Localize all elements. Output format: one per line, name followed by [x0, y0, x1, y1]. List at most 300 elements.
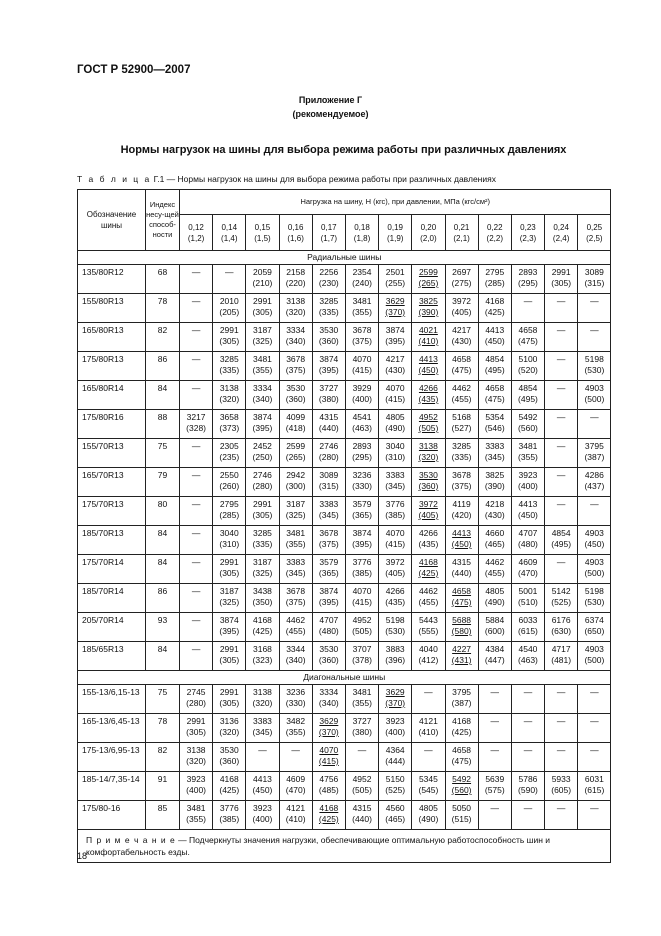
load-cell	[279, 526, 312, 555]
load-newton: —	[191, 383, 201, 393]
load-cell	[511, 685, 544, 714]
load-cell	[312, 294, 345, 323]
tire-name: 185-14/7,35-14	[78, 772, 146, 801]
load-table	[77, 189, 611, 863]
load-cell	[511, 555, 544, 584]
load-newton: 3383	[485, 441, 505, 451]
load-newton: 3795	[452, 687, 472, 697]
load-newton: 3874	[253, 412, 272, 422]
load-newton: —	[590, 296, 599, 306]
load-newton: 3658	[219, 412, 239, 422]
load-cell	[312, 743, 345, 772]
load-newton: 5688	[452, 615, 472, 625]
load-newton: 3530	[418, 470, 438, 480]
load-newton: —	[424, 687, 433, 697]
load-newton: 4756	[319, 774, 339, 784]
load-cell	[578, 352, 611, 381]
load-cell	[379, 294, 412, 323]
pressure-mpa: 0,18	[354, 222, 370, 232]
load-newton: 2305	[219, 441, 239, 451]
load-cell	[578, 584, 611, 613]
load-cell	[345, 294, 378, 323]
load-cell	[511, 526, 544, 555]
load-newton: 5198	[385, 615, 405, 625]
load-newton: —	[556, 441, 566, 451]
load-kgf: (295)	[518, 278, 538, 288]
load-cell	[545, 294, 578, 323]
tire-name: 155-13/6,15-13	[78, 685, 146, 714]
load-cell	[213, 468, 246, 497]
tire-name: 135/80R12	[78, 265, 146, 294]
load-kgf: (320)	[418, 452, 439, 462]
load-newton: 5142	[551, 586, 571, 596]
load-cell	[511, 323, 544, 352]
load-newton: 4413	[253, 774, 272, 784]
load-cell	[545, 352, 578, 381]
load-cell	[379, 323, 412, 352]
load-newton: 4903	[584, 528, 604, 538]
table-row	[78, 801, 611, 830]
load-cell	[412, 685, 445, 714]
load-cell	[478, 526, 511, 555]
load-kgf: (310)	[385, 452, 406, 462]
load-newton: —	[191, 267, 201, 277]
load-index: 75	[146, 439, 180, 468]
load-cell	[478, 772, 511, 801]
load-newton: 2942	[286, 470, 306, 480]
load-cell	[578, 439, 611, 468]
load-newton: 3629	[385, 687, 405, 697]
load-cell	[246, 265, 279, 294]
tire-name: 175/80R13	[78, 352, 146, 381]
load-cell	[545, 772, 578, 801]
load-cell	[545, 439, 578, 468]
load-kgf: (370)	[385, 698, 406, 708]
note	[78, 830, 611, 863]
load-newton: 3795	[584, 441, 604, 451]
load-cell	[345, 743, 378, 772]
load-cell	[246, 555, 279, 584]
load-kgf: (396)	[385, 655, 406, 665]
load-newton: —	[191, 499, 201, 509]
load-cell	[279, 468, 312, 497]
load-kgf: (335)	[318, 307, 339, 317]
tire-name: 185/70R14	[78, 584, 146, 613]
pressure-header	[578, 215, 611, 251]
load-cell	[246, 381, 279, 410]
load-newton: 3438	[253, 586, 272, 596]
load-cell	[511, 294, 544, 323]
col-load-header: Нагрузка на шину, Н (кгс), при давлении, МПа (кгс/см²)	[180, 190, 611, 215]
load-kgf: (345)	[285, 568, 306, 578]
load-newton: 3579	[352, 499, 372, 509]
load-newton: —	[191, 528, 201, 538]
load-cell	[379, 642, 412, 671]
load-newton: 4462	[452, 383, 472, 393]
note-row	[78, 830, 611, 863]
load-kgf: (450)	[252, 785, 273, 795]
load-kgf: (418)	[285, 423, 306, 433]
load-kgf: (350)	[252, 597, 273, 607]
load-kgf: (455)	[484, 568, 505, 578]
table-row	[78, 772, 611, 801]
load-kgf: (335)	[252, 539, 273, 549]
load-newton: 4384	[485, 644, 505, 654]
load-newton: 4805	[385, 412, 405, 422]
pressure-mpa: 0,19	[387, 222, 403, 232]
load-cell	[279, 323, 312, 352]
load-cell	[213, 265, 246, 294]
load-cell	[279, 642, 312, 671]
load-newton: 3383	[319, 499, 339, 509]
load-cell	[345, 526, 378, 555]
load-kgf: (335)	[451, 452, 472, 462]
load-newton: 3874	[385, 325, 405, 335]
load-kgf: (412)	[418, 655, 439, 665]
load-newton: —	[191, 470, 201, 480]
load-kgf: (435)	[418, 394, 439, 404]
load-newton: 3923	[253, 803, 272, 813]
load-cell	[478, 584, 511, 613]
load-cell	[180, 642, 213, 671]
load-newton: 5492	[452, 774, 472, 784]
pressure-mpa: 0,14	[221, 222, 238, 232]
load-newton: 3678	[319, 528, 339, 538]
load-cell	[379, 526, 412, 555]
load-kgf: (305)	[219, 698, 240, 708]
load-kgf: (465)	[385, 814, 406, 824]
load-newton: 3530	[319, 644, 339, 654]
load-kgf: (328)	[186, 423, 207, 433]
load-newton: 3923	[385, 716, 405, 726]
load-kgf: (440)	[318, 423, 339, 433]
load-cell	[345, 714, 378, 743]
load-kgf: (378)	[352, 655, 372, 665]
load-newton: 3776	[385, 499, 405, 509]
load-newton: 2991	[253, 499, 272, 509]
caption-text: Г.1 — Нормы нагрузок на шины для выбора режима работы при различных давлениях	[153, 174, 496, 184]
table-row	[78, 439, 611, 468]
load-newton: 3678	[352, 325, 372, 335]
load-kgf: (310)	[219, 539, 240, 549]
load-cell	[445, 685, 478, 714]
load-newton: 4217	[452, 325, 472, 335]
load-kgf: (345)	[318, 510, 339, 520]
load-kgf: (285)	[484, 278, 505, 288]
load-newton: 4717	[551, 644, 571, 654]
load-kgf: (430)	[484, 510, 505, 520]
load-newton: 3707	[352, 644, 372, 654]
load-cell	[213, 642, 246, 671]
load-cell	[379, 801, 412, 830]
pressure-kgf: (1,4)	[221, 233, 238, 243]
load-cell	[511, 381, 544, 410]
load-newton: 4609	[286, 774, 306, 784]
tire-name: 165/80R13	[78, 323, 146, 352]
load-kgf: (530)	[584, 365, 605, 375]
load-cell	[379, 685, 412, 714]
load-newton: 3285	[319, 296, 339, 306]
load-kgf: (210)	[252, 278, 273, 288]
load-index: 88	[146, 410, 180, 439]
load-cell	[379, 555, 412, 584]
load-cell	[379, 468, 412, 497]
load-cell	[312, 555, 345, 584]
load-cell	[478, 642, 511, 671]
pressure-mpa: 0,17	[321, 222, 337, 232]
load-cell	[345, 642, 378, 671]
load-kgf: (395)	[252, 423, 273, 433]
load-cell	[445, 642, 478, 671]
load-newton: 4227	[452, 644, 472, 654]
load-kgf: (323)	[252, 655, 273, 665]
load-newton: —	[590, 499, 599, 509]
load-kgf: (360)	[285, 394, 306, 404]
load-kgf: (330)	[285, 698, 306, 708]
load-newton: —	[191, 557, 201, 567]
note-text: — Подчеркнуты значения нагрузки, обеспечивающие оптимальную работоспособность шин и комфортабельность езды.	[86, 835, 550, 857]
load-cell	[279, 555, 312, 584]
load-newton: 3929	[352, 383, 372, 393]
load-newton: 4168	[418, 557, 438, 567]
load-newton: 4658	[452, 586, 472, 596]
load-cell	[279, 772, 312, 801]
load-cell	[445, 743, 478, 772]
pressure-header	[478, 215, 511, 251]
load-kgf: (340)	[285, 655, 306, 665]
load-kgf: (315)	[584, 278, 605, 288]
load-cell	[412, 497, 445, 526]
load-cell	[312, 714, 345, 743]
load-kgf: (387)	[584, 452, 605, 462]
load-kgf: (615)	[584, 785, 605, 795]
load-kgf: (530)	[385, 626, 406, 636]
load-cell	[379, 381, 412, 410]
load-kgf: (500)	[584, 568, 605, 578]
tire-name: 155/80R13	[78, 294, 146, 323]
load-kgf: (520)	[518, 365, 538, 375]
load-cell	[412, 642, 445, 671]
load-cell	[246, 352, 279, 381]
load-kgf: (435)	[385, 597, 406, 607]
load-index: 84	[146, 381, 180, 410]
load-newton: —	[590, 687, 599, 697]
pressure-header	[279, 215, 312, 251]
load-cell	[180, 410, 213, 439]
load-index: 84	[146, 555, 180, 584]
load-cell	[213, 685, 246, 714]
load-kgf: (600)	[484, 626, 505, 636]
load-newton: 3481	[253, 354, 272, 364]
load-cell	[279, 410, 312, 439]
load-cell	[345, 801, 378, 830]
load-newton: 5354	[485, 412, 505, 422]
pressure-kgf: (2,0)	[420, 233, 437, 243]
load-newton: 3678	[452, 470, 472, 480]
load-kgf: (325)	[285, 510, 306, 520]
load-cell	[213, 381, 246, 410]
load-cell	[180, 801, 213, 830]
load-cell	[412, 526, 445, 555]
load-cell	[545, 584, 578, 613]
page-number: 18	[77, 851, 88, 861]
load-newton: 3383	[385, 470, 405, 480]
load-newton: 3825	[485, 470, 505, 480]
load-cell	[279, 381, 312, 410]
load-kgf: (325)	[252, 568, 273, 578]
load-kgf: (355)	[352, 698, 372, 708]
load-kgf: (440)	[451, 568, 472, 578]
load-cell	[180, 526, 213, 555]
load-newton: —	[556, 412, 566, 422]
load-cell	[545, 410, 578, 439]
load-newton: 5884	[485, 615, 505, 625]
load-cell	[213, 743, 246, 772]
load-newton: 4707	[319, 615, 339, 625]
load-index: 78	[146, 714, 180, 743]
load-cell	[511, 265, 544, 294]
load-kgf: (265)	[285, 452, 306, 462]
load-cell	[478, 743, 511, 772]
load-kgf: (463)	[518, 655, 538, 665]
load-cell	[345, 555, 378, 584]
load-cell	[412, 352, 445, 381]
load-kgf: (485)	[318, 785, 339, 795]
pressure-kgf: (1,7)	[320, 233, 338, 243]
load-newton: 3972	[385, 557, 405, 567]
load-cell	[312, 497, 345, 526]
load-newton: 3040	[219, 528, 239, 538]
load-cell	[511, 497, 544, 526]
pressure-kgf: (1,8)	[353, 233, 371, 243]
pressure-header	[345, 215, 378, 251]
load-kgf: (405)	[385, 568, 406, 578]
load-cell	[412, 381, 445, 410]
load-cell	[279, 685, 312, 714]
load-kgf: (330)	[352, 481, 372, 491]
load-index: 93	[146, 613, 180, 642]
load-newton: 3334	[319, 687, 339, 697]
load-kgf: (340)	[252, 394, 273, 404]
table-row	[78, 685, 611, 714]
load-kgf: (580)	[451, 626, 472, 636]
load-cell	[578, 265, 611, 294]
load-kgf: (450)	[451, 539, 472, 549]
load-newton: 2745	[186, 687, 206, 697]
load-newton: 3874	[319, 586, 339, 596]
load-cell	[312, 772, 345, 801]
load-cell	[478, 439, 511, 468]
load-newton: —	[523, 716, 533, 726]
load-newton: 2354	[352, 267, 372, 277]
load-kgf: (395)	[219, 626, 240, 636]
load-cell	[312, 410, 345, 439]
load-newton: 6031	[584, 774, 604, 784]
load-newton: 4413	[452, 528, 472, 538]
load-cell	[180, 714, 213, 743]
section-row	[78, 671, 611, 685]
load-newton: 4658	[452, 745, 472, 755]
tire-name: 155/70R13	[78, 439, 146, 468]
load-newton: 4070	[385, 528, 405, 538]
load-cell	[412, 743, 445, 772]
load-kgf: (430)	[451, 336, 472, 346]
load-newton: 4805	[418, 803, 438, 813]
load-cell	[246, 323, 279, 352]
table-row	[78, 294, 611, 323]
load-kgf: (275)	[451, 278, 472, 288]
load-newton: 5443	[418, 615, 438, 625]
load-kgf: (255)	[385, 278, 406, 288]
load-kgf: (425)	[318, 814, 339, 824]
load-kgf: (590)	[518, 785, 538, 795]
load-kgf: (360)	[318, 655, 339, 665]
load-newton: —	[556, 383, 566, 393]
load-newton: 3285	[219, 354, 239, 364]
tire-name: 205/70R14	[78, 613, 146, 642]
load-newton: 4854	[518, 383, 538, 393]
load-newton: 5198	[584, 586, 604, 596]
load-kgf: (420)	[451, 510, 472, 520]
load-cell	[213, 801, 246, 830]
load-cell	[279, 497, 312, 526]
load-newton: —	[191, 586, 201, 596]
load-kgf: (605)	[551, 785, 572, 795]
load-cell	[213, 613, 246, 642]
load-cell	[246, 468, 279, 497]
pressure-mpa: 0,23	[520, 222, 536, 232]
load-cell	[213, 294, 246, 323]
load-newton: 4040	[418, 644, 438, 654]
load-cell	[279, 439, 312, 468]
tire-name: 175-13/6,95-13	[78, 743, 146, 772]
load-kgf: (405)	[418, 510, 439, 520]
load-newton: 2991	[219, 687, 239, 697]
load-kgf: (295)	[352, 452, 372, 462]
load-kgf: (450)	[584, 539, 605, 549]
load-kgf: (475)	[451, 365, 472, 375]
load-newton: 4021	[418, 325, 438, 335]
load-newton: —	[556, 687, 566, 697]
pressure-header	[312, 215, 345, 251]
load-cell	[345, 468, 378, 497]
section-title: Радиальные шины	[78, 251, 611, 265]
load-cell	[478, 685, 511, 714]
load-kgf: (230)	[318, 278, 339, 288]
load-kgf: (495)	[518, 394, 538, 404]
load-kgf: (220)	[285, 278, 306, 288]
load-newton: 4854	[485, 354, 505, 364]
load-kgf: (425)	[252, 626, 273, 636]
load-cell	[478, 294, 511, 323]
load-cell	[445, 468, 478, 497]
load-cell	[246, 294, 279, 323]
load-cell	[445, 439, 478, 468]
load-cell	[279, 801, 312, 830]
tire-name: 185/70R13	[78, 526, 146, 555]
col-name-header: Обозначение шины	[78, 190, 146, 251]
load-newton: 6033	[518, 615, 538, 625]
load-kgf: (280)	[252, 481, 273, 491]
load-newton: —	[291, 745, 300, 755]
load-newton: —	[556, 557, 566, 567]
load-cell	[478, 352, 511, 381]
pressure-mpa: 0,15	[254, 222, 271, 232]
load-cell	[345, 613, 378, 642]
load-cell	[312, 323, 345, 352]
load-cell	[379, 497, 412, 526]
load-kgf: (463)	[352, 423, 372, 433]
